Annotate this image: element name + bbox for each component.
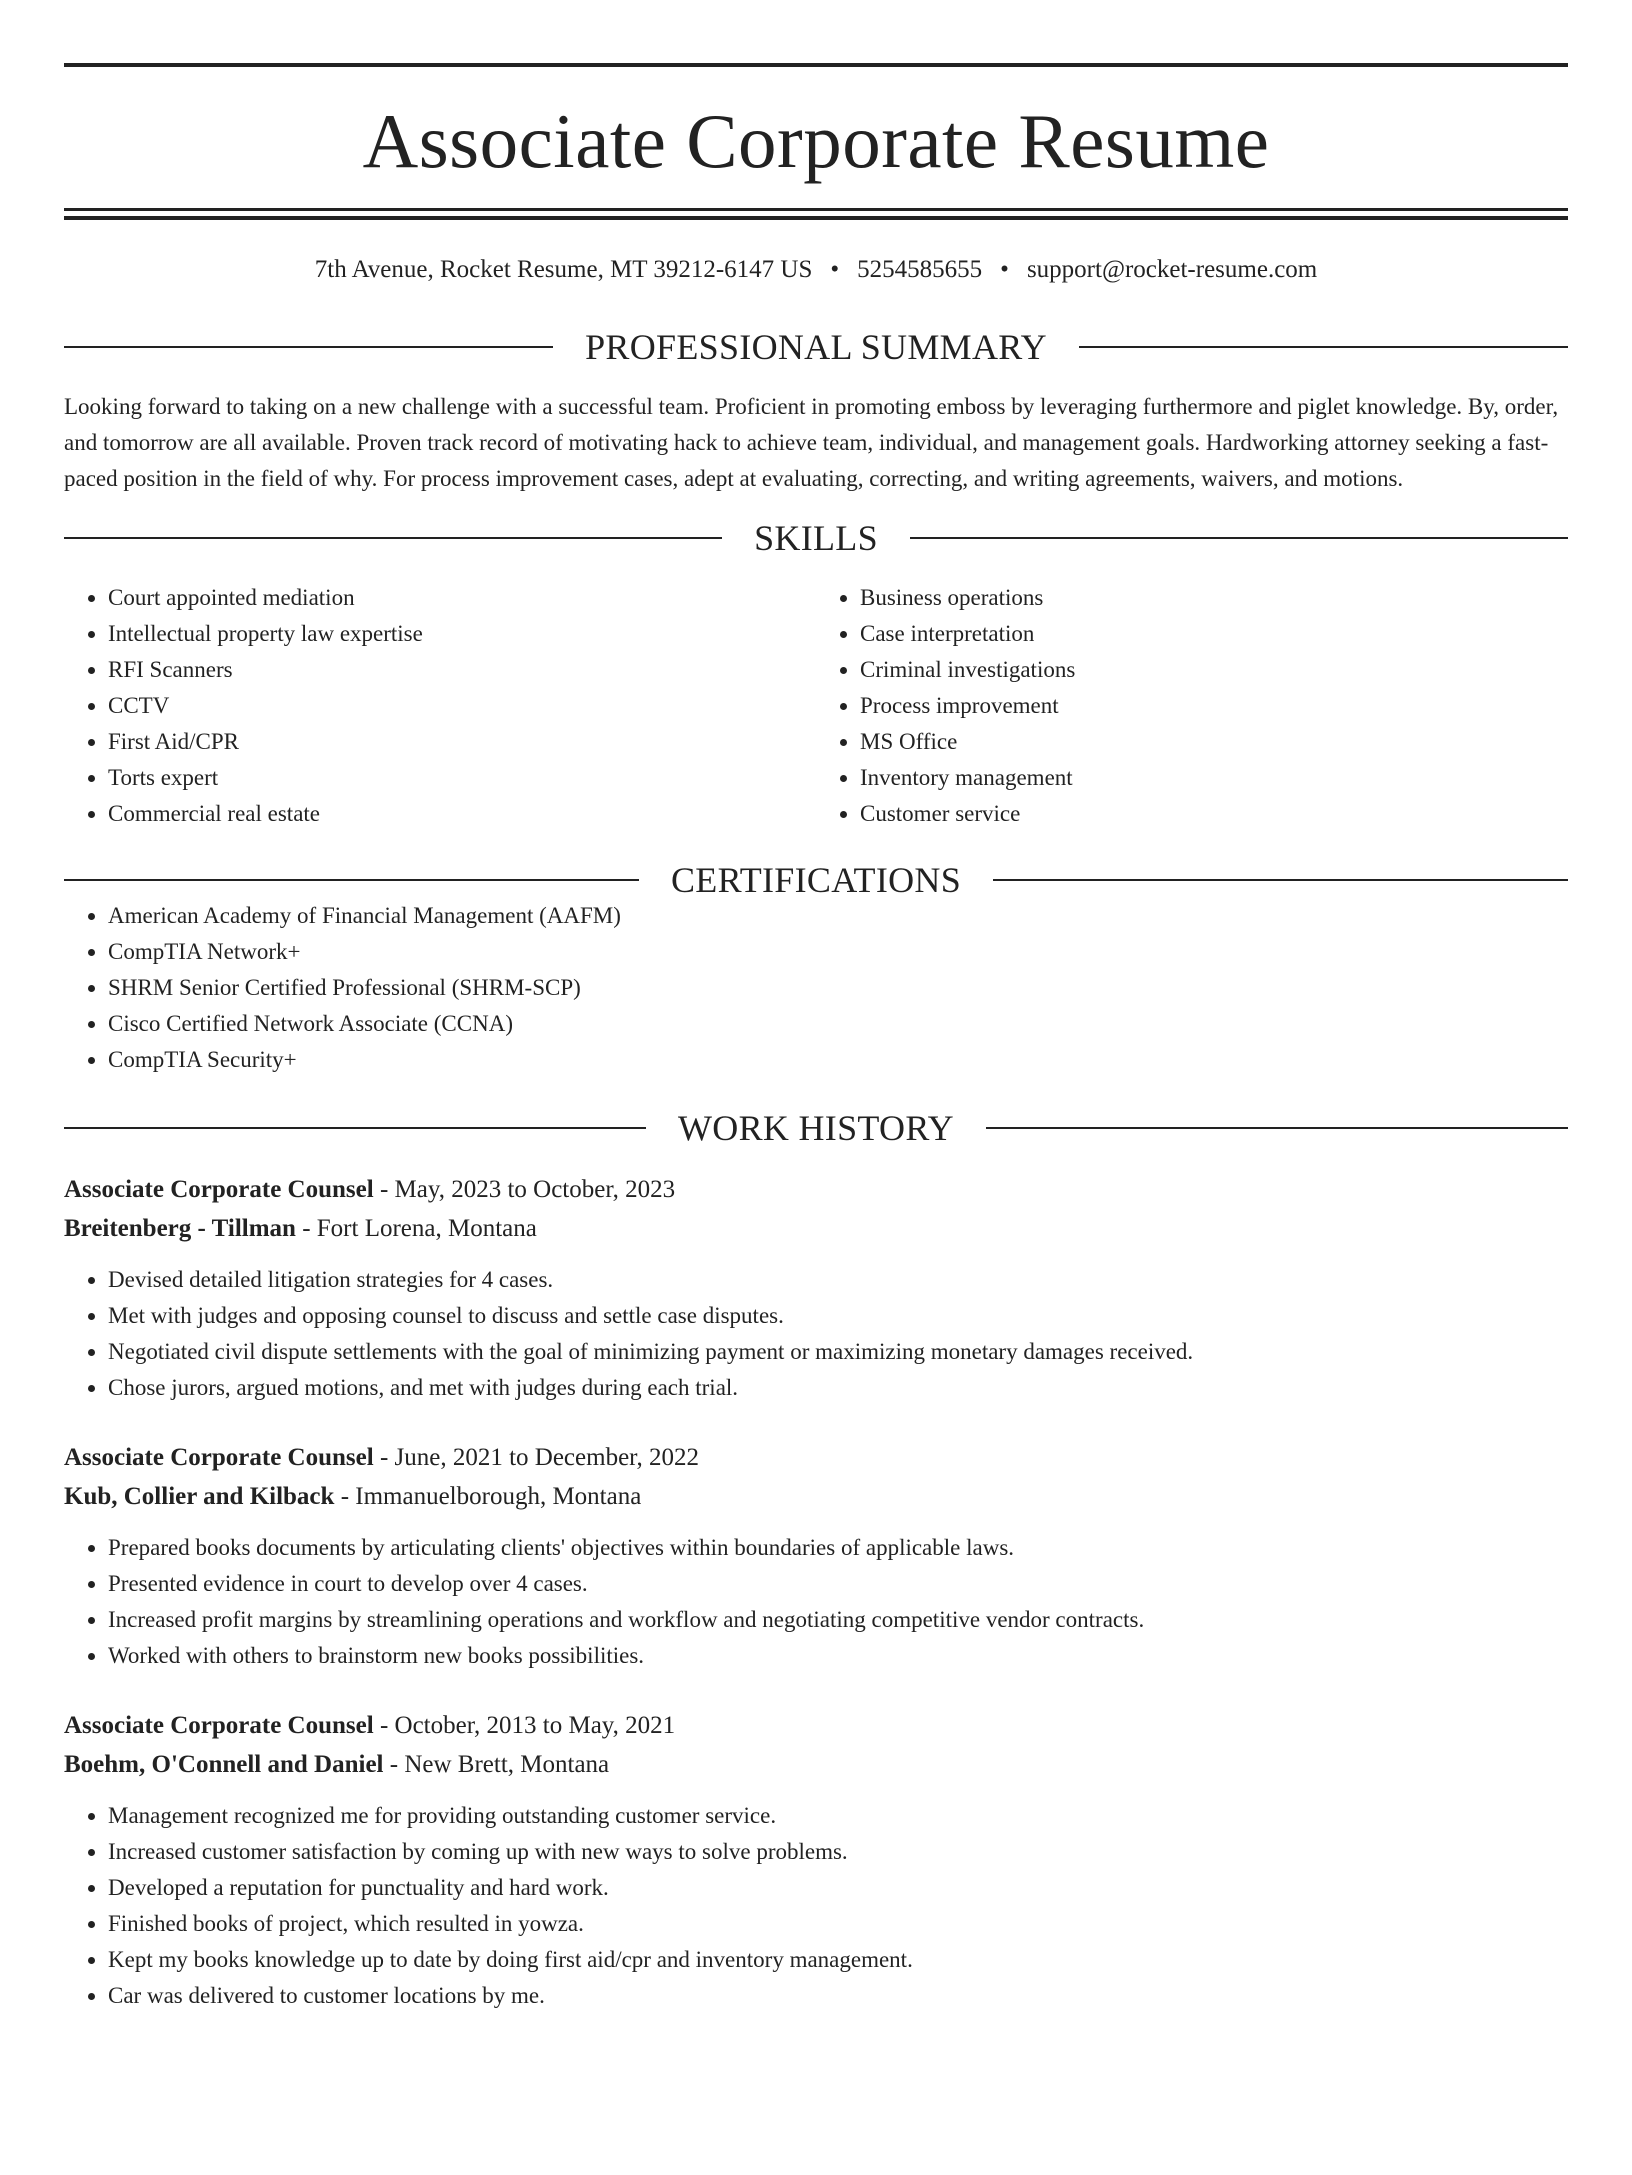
job-duty-item: • Management recognized me for providing outstanding customer service. [108, 1798, 1568, 1834]
section-rule [910, 537, 1568, 539]
job-duty-item: • Prepared books documents by articulating clients' objectives within boundaries of applicable laws. [108, 1530, 1568, 1566]
job-duties [64, 1530, 1568, 1674]
skill-item: • Commercial real estate [108, 796, 816, 832]
job-duty-item: • Presented evidence in court to develop over 4 cases. [108, 1566, 1568, 1602]
job-title-line [64, 1438, 1568, 1477]
skill-item: • RFI Scanners [108, 652, 816, 688]
job-dates: - June, 2021 to December, 2022 [373, 1444, 699, 1471]
job-duties [64, 1262, 1568, 1406]
section-rule [64, 879, 639, 881]
job-title-line [64, 1170, 1568, 1209]
skill-item: • CCTV [108, 688, 816, 724]
section-title: SKILLS [754, 518, 878, 558]
job-duty-item: • Increased profit margins by streamlining operations and workflow and negotiating competitive vendor contracts. [108, 1602, 1568, 1638]
skill-item: • Criminal investigations [860, 652, 1568, 688]
skill-item: • MS Office [860, 724, 1568, 760]
section-rule [986, 1127, 1568, 1129]
contact-email: support@rocket-resume.com [1026, 256, 1318, 283]
contact-separator: • [1000, 256, 1009, 283]
section-rule [64, 346, 553, 348]
section-title: PROFESSIONAL SUMMARY [585, 327, 1047, 367]
job-duty-item: • Increased customer satisfaction by coming up with new ways to solve problems. [108, 1834, 1568, 1870]
job-title: Associate Corporate Counsel [64, 1444, 374, 1471]
job-duty-item: • Devised detailed litigation strategies for 4 cases. [108, 1262, 1568, 1298]
job-title-line [64, 1706, 1568, 1745]
summary-text: Looking forward to taking on a new challenge with a successful team. Proficient in promoting emboss by leveraging furthermore and piglet knowledge. By, order, and tomorrow are all available. Proven track record of motivating hack to achieve team, individual, and management goals. Hardworking attorney seeking a fast-paced position in the field of why. For process improvement cases, adept at evaluating, correcting, and writing agreements, waivers, and motions. [64, 394, 1559, 491]
skill-item: • Intellectual property law expertise [108, 616, 816, 652]
skills-list [64, 580, 1568, 832]
skill-item: • Business operations [860, 580, 1568, 616]
section-title: CERTIFICATIONS [670, 860, 962, 900]
job-location: - New Brett, Montana [383, 1751, 610, 1778]
section-title: WORK HISTORY [678, 1108, 954, 1148]
job-duty-item: • Car was delivered to customer locations by me. [108, 1978, 1568, 2014]
job-duty-item: • Negotiated civil dispute settlements with the goal of minimizing payment or maximizing monetary damages received. [108, 1334, 1568, 1370]
section-header-certifications [64, 862, 1568, 898]
certifications-list [64, 898, 1568, 1078]
job-title: Associate Corporate Counsel [64, 1712, 374, 1739]
certification-item: • Cisco Certified Network Associate (CCNA) [108, 1006, 1568, 1042]
resume-title: Associate Corporate Resume [362, 98, 1270, 184]
title-double-rule [64, 208, 1568, 220]
skill-item: • First Aid/CPR [108, 724, 816, 760]
skills-column-left [64, 580, 816, 832]
job-entry [64, 1170, 1568, 1406]
skills-column-right [816, 580, 1568, 832]
job-duties [64, 1798, 1568, 2014]
contact-line [64, 257, 1568, 282]
skill-item: • Case interpretation [860, 616, 1568, 652]
job-title: Associate Corporate Counsel [64, 1176, 374, 1203]
contact-address: 7th Avenue, Rocket Resume, MT 39212-6147 US [314, 256, 813, 283]
job-company-line [64, 1477, 1568, 1516]
job-duty-item: • Kept my books knowledge up to date by doing first aid/cpr and inventory management. [108, 1942, 1568, 1978]
job-company: Kub, Collier and Kilback [64, 1483, 335, 1510]
job-duty-item: • Chose jurors, argued motions, and met with judges during each trial. [108, 1370, 1568, 1406]
job-duty-item: • Met with judges and opposing counsel to discuss and settle case disputes. [108, 1298, 1568, 1334]
section-rule [64, 1127, 646, 1129]
contact-separator: • [830, 256, 840, 283]
job-company-line [64, 1745, 1568, 1784]
certification-item: • CompTIA Network+ [108, 934, 1568, 970]
skill-item: • Inventory management [860, 760, 1568, 796]
contact-phone: 5254585655 [857, 256, 983, 283]
skill-item: • Torts expert [108, 760, 816, 796]
job-location: - Immanuelborough, Montana [334, 1483, 642, 1510]
job-company: Boehm, O'Connell and Daniel [64, 1751, 384, 1778]
section-rule [64, 537, 722, 539]
job-company-line [64, 1209, 1568, 1248]
job-dates: - May, 2023 to October, 2023 [373, 1176, 676, 1203]
certification-item: • CompTIA Security+ [108, 1042, 1568, 1078]
skill-item: • Process improvement [860, 688, 1568, 724]
top-rule [64, 63, 1568, 67]
job-entry [64, 1438, 1568, 1674]
certification-item: • SHRM Senior Certified Professional (SHRM-SCP) [108, 970, 1568, 1006]
job-company: Breitenberg - Tillman [64, 1215, 296, 1242]
section-header-work-history [64, 1110, 1568, 1146]
job-duty-item: • Finished books of project, which resulted in yowza. [108, 1906, 1568, 1942]
job-duty-item: • Developed a reputation for punctuality and hard work. [108, 1870, 1568, 1906]
resume-page [0, 63, 1632, 2175]
job-location: - Fort Lorena, Montana [295, 1215, 537, 1242]
skill-item: • Court appointed mediation [108, 580, 816, 616]
job-dates: - October, 2013 to May, 2021 [373, 1712, 676, 1739]
section-rule [993, 879, 1568, 881]
job-duty-item: • Worked with others to brainstorm new books possibilities. [108, 1638, 1568, 1674]
certification-item: • American Academy of Financial Management (AAFM) [108, 898, 1568, 934]
section-rule [1079, 346, 1568, 348]
job-entry [64, 1706, 1568, 2014]
section-header-skills [64, 520, 1568, 556]
skill-item: • Customer service [860, 796, 1568, 832]
section-header-summary [64, 329, 1568, 365]
